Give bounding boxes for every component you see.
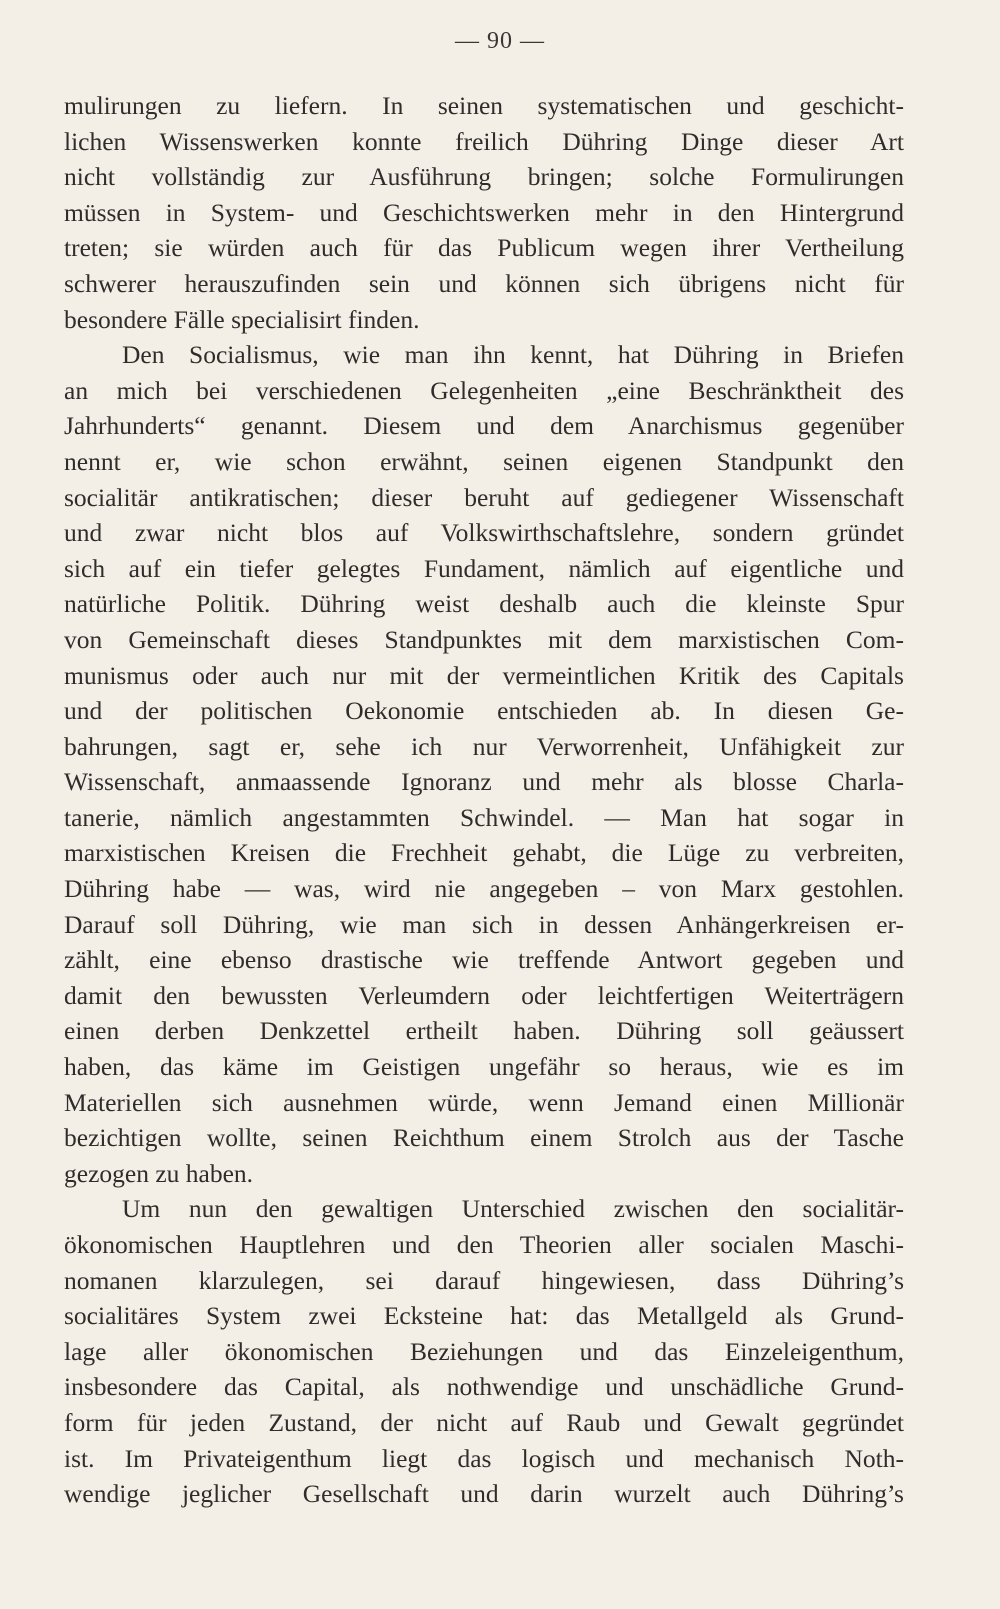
text-line: ökonomischen Hauptlehren und den Theorien aller socialen Maschi- (64, 1230, 904, 1259)
paragraph-end-line: gezogen zu haben. (64, 1158, 254, 1188)
text-line: natürliche Politik. Dühring weist deshalb auch die kleinste Spur (64, 589, 904, 619)
text-line: Materiellen sich ausnehmen würde, wenn Jemand einen Millionär (64, 1087, 904, 1117)
text-line: Dühring habe — was, wird nie angegeben – von Marx gestohlen. (64, 874, 904, 904)
text-line: sich auf ein tiefer gelegtes Fundament, nämlich auf eigentliche und (64, 553, 904, 583)
text-line: socialitär antikratischen; dieser beruht auf gediegener Wissenschaft (64, 482, 904, 512)
text-line: an mich bei verschiedenen Gelegenheiten „eine Beschränktheit des (64, 375, 904, 405)
paragraph-start-line: Um nun den gewaltigen Unterschied zwischen den socialitär- (122, 1194, 904, 1224)
text-line: lichen Wissenswerken konnte freilich Dühring Dinge dieser Art (64, 126, 904, 156)
text-line: form für jeden Zustand, der nicht auf Raub und Gewalt gegründet (64, 1407, 904, 1437)
text-line: damit den bewussten Verleumdern oder leichtfertigen Weiterträgern (64, 980, 904, 1010)
text-line: haben, das käme im Geistigen ungefähr so heraus, wie es im (64, 1052, 904, 1082)
text-line: tanerie, nämlich angestammten Schwindel. — Man hat sogar in (64, 802, 904, 832)
text-line: nicht vollständig zur Ausführung bringen; solche Formulirungen (64, 162, 904, 192)
text-line: und zwar nicht blos auf Volkswirthschaftslehre, sondern gründet (64, 518, 904, 548)
text-line: insbesondere das Capital, als nothwendige und unschädliche Grund- (64, 1372, 904, 1402)
text-line: einen derben Denkzettel ertheilt haben. Dühring soll geäussert (64, 1016, 904, 1046)
text-line: nomanen klarzulegen, sei darauf hingewiesen, dass Dühring’s (64, 1265, 904, 1295)
text-line: bahrungen, sagt er, sehe ich nur Verworrenheit, Unfähigkeit zur (64, 731, 904, 761)
text-line: müssen in System- und Geschichtswerken mehr in den Hintergrund (64, 197, 904, 227)
text-line: lage aller ökonomischen Beziehungen und das Einzeleigenthum, (64, 1336, 904, 1366)
text-line: socialitäres System zwei Ecksteine hat: das Metallgeld als Grund- (64, 1301, 904, 1331)
text-line: treten; sie würden auch für das Publicum wegen ihrer Vertheilung (64, 233, 904, 263)
text-line: Darauf soll Dühring, wie man sich in dessen Anhängerkreisen er- (64, 909, 904, 939)
text-line: Jahrhunderts“ genannt. Diesem und dem Anarchismus gegenüber (64, 411, 904, 441)
text-line: bezichtigen wollte, seinen Reichthum einem Strolch aus der Tasche (64, 1123, 904, 1153)
text-line: und der politischen Oekonomie entschieden ab. In diesen Ge- (64, 696, 904, 726)
paragraph-end-line: besondere Fälle specialisirt finden. (64, 304, 420, 334)
text-line: schwerer herauszufinden sein und können sich übrigens nicht für (64, 268, 904, 298)
text-line: munismus oder auch nur mit der vermeintlichen Kritik des Capitals (64, 660, 904, 690)
page-number: — 90 — (455, 28, 545, 54)
body-text (64, 88, 904, 1512)
text-line: nennt er, wie schon erwähnt, seinen eigenen Standpunkt den (64, 446, 904, 476)
paragraph-start-line: Den Socialismus, wie man ihn kennt, hat Dühring in Briefen (122, 340, 904, 370)
text-line: zählt, eine ebenso drastische wie treffende Antwort gegeben und (64, 945, 904, 975)
text-line: wendige jeglicher Gesellschaft und darin wurzelt auch Dühring’s (64, 1479, 904, 1509)
text-line: marxistischen Kreisen die Frechheit gehabt, die Lüge zu verbreiten, (64, 838, 904, 868)
text-line: von Gemeinschaft dieses Standpunktes mit dem marxistischen Com- (64, 624, 904, 654)
text-line: Wissenschaft, anmaassende Ignoranz und mehr als blosse Charla- (64, 767, 904, 797)
text-line: ist. Im Privateigenthum liegt das logisch und mechanisch Noth- (64, 1443, 904, 1473)
text-line: mulirungen zu liefern. In seinen systematischen und geschicht- (64, 91, 904, 120)
